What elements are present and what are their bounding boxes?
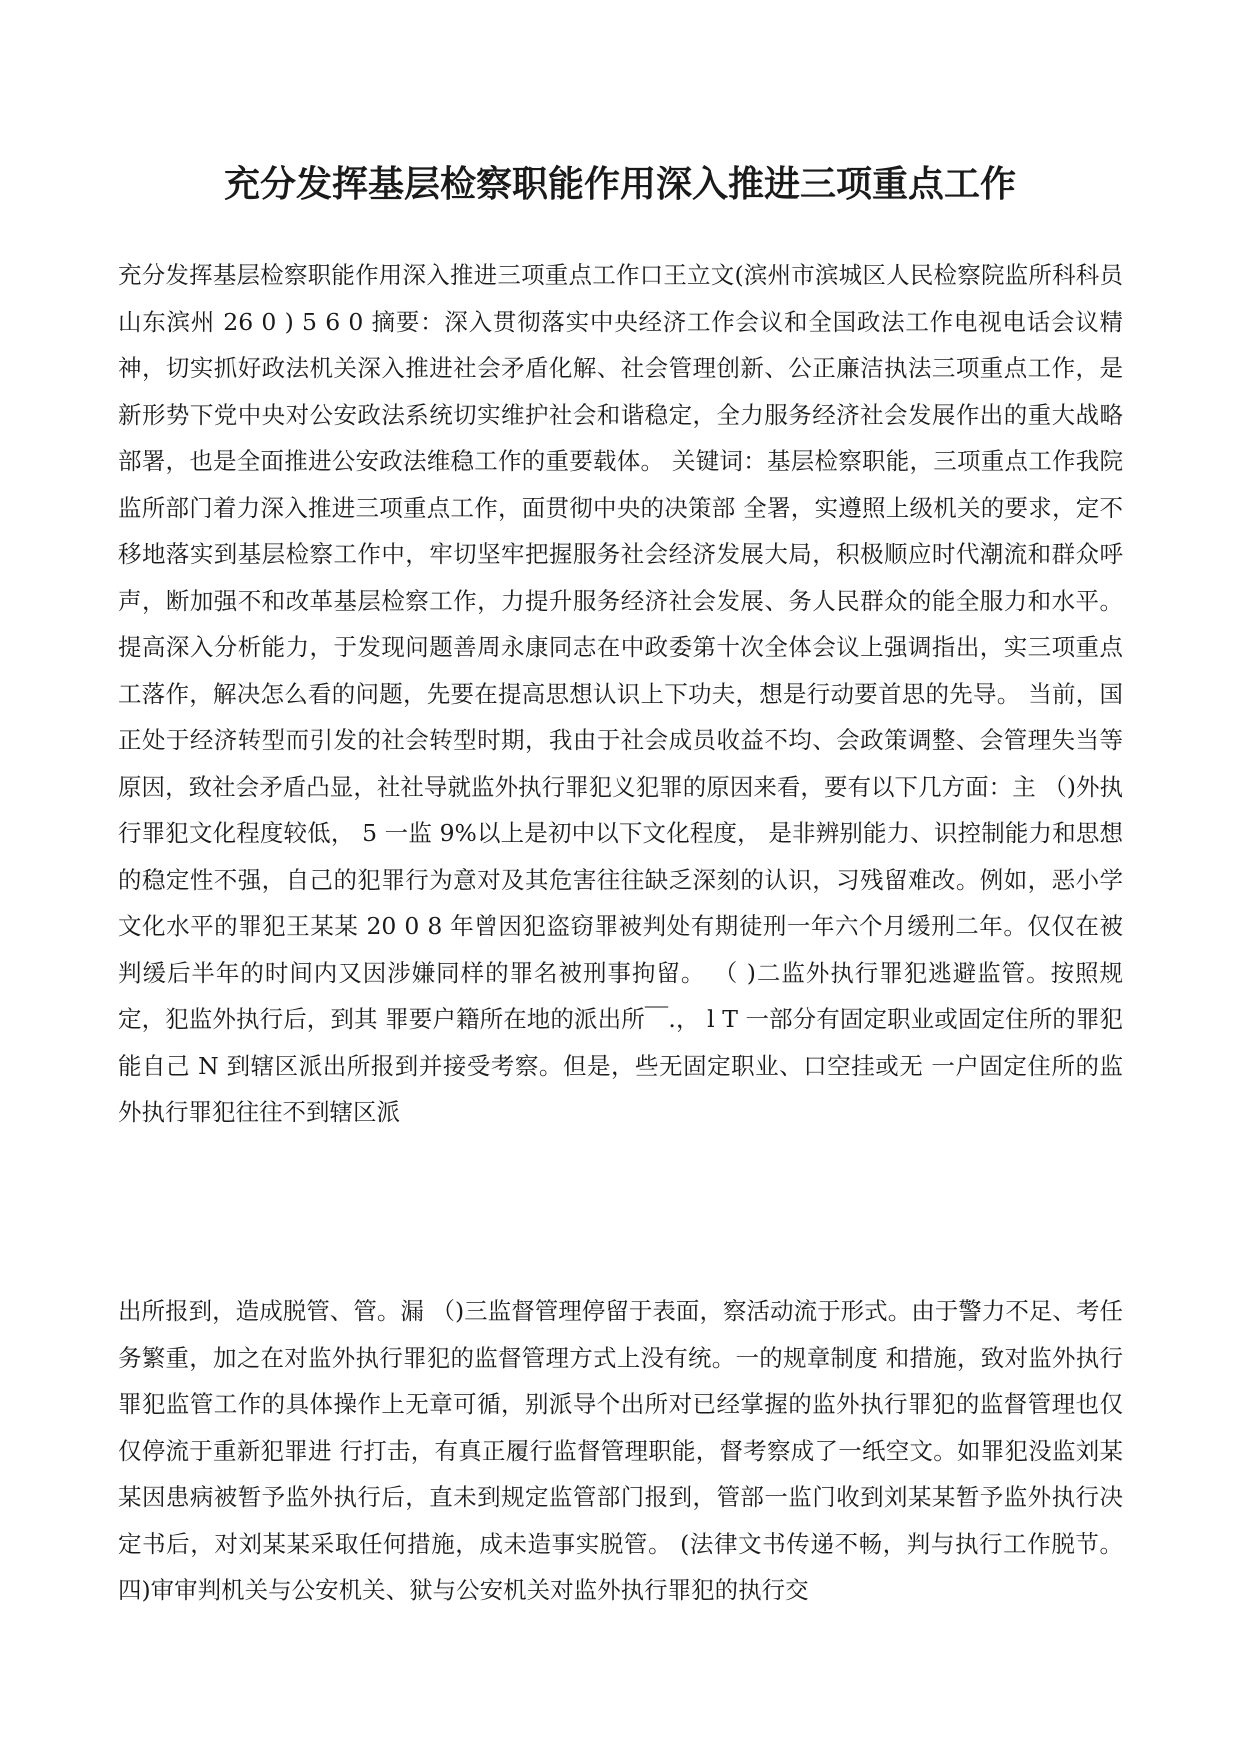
body-paragraph: 出所报到，造成脱管、管。漏 （)三监督管理停留于表面，察活动流于形式。由于警力不足、考任务繁重，加之在对监外执行罪犯的监督管理方式上没有统。一的规章制度 和措施，致对监外执行罪犯监管工作的具体操作上无章可循，别派导个出所对已经掌握的监外执行罪犯的监督管理也仅仅停流于重新犯罪进 行打击，有真正履行监督管理职能，督考察成了一纸空文。如罪犯没监刘某某因患病被暂予监外执行后，直未到规定监管部门报到，管部一监门收到刘某某暂予监外执行决定书后，对刘某某采取任何措施，成未造事实脱管。 (法律文书传递不畅，判与执行工作脱节。四)审审判机关与公安机关、狱与公安机关对监外执行罪犯的执行交 (118, 1297, 1123, 1604)
body-paragraph: 充分发挥基层检察职能作用深入推进三项重点工作口王立文(滨州市滨城区人民检察院监所科科员山东滨州 26 0 ) 5 6 0 摘要：深入贯彻落实中央经济工作会议和全国政法工作电视电话会议精神，切实抓好政法机关深入推进社会矛盾化解、社会管理创新、公正廉洁执法三项重点工作，是新形势下党中央对公安政法系统切实维护社会和谐稳定，全力服务经济社会发展作出的重大战略部署，也是全面推进公安政法维稳工作的重要载体。 关键词：基层检察职能，三项重点工作我院监所部门着力深入推进三项重点工作，面贯彻中央的决策部 全署，实遵照上级机关的要求，定不移地落实到基层检察工作中，牢切坚牢把握服务社会经济发展大局，积极顺应时代潮流和群众呼声，断加强不和改革基层检察工作，力提升服务经济社会发展、务人民群众的能全服力和水平。 提高深入分析能力，于发现问题善周永康同志在中政委第十次全体会议上强调指出，实三项重点工落作，解决怎么看的问题，先要在提高思想认识上下功夫，想是行动要首思的先导。 当前，国正处于经济转型而引发的社会转型时期，我由于社会成员收益不均、会政策调整、会管理失当等原因，致社会矛盾凸显，社社导就监外执行罪犯义犯罪的原因来看，要有以下几方面：主 （)外执行罪犯文化程度较低， 5 一监 9%以上是初中以下文化程度， 是非辨别能力、识控制能力和思想的稳定性不强，自己的犯罪行为意对及其危害往往缺乏深刻的认识，习残留难改。例如，恶小学文化水平的罪犯王某某 20 0 8 年曾因犯盗窃罪被判处有期徒刑一年六个月缓刑二年。仅仅在被判缓后半年的时间内又因涉嫌同样的罪名被刑事拘留。 （ )二监外执行罪犯逃避监管。按照规定，犯监外执行后，到其 罪要户籍所在地的派出所￣.， l T 一部分有固定职业或固定住所的罪犯能自己 N 到辖区派出所报到并接受考察。但是，些无固定职业、口空挂或无 一户固定住所的监外执行罪犯往往不到辖区派 (118, 261, 1123, 1126)
document-title: 充分发挥基层检察职能作用深入推进三项重点工作 (223, 163, 1016, 205)
